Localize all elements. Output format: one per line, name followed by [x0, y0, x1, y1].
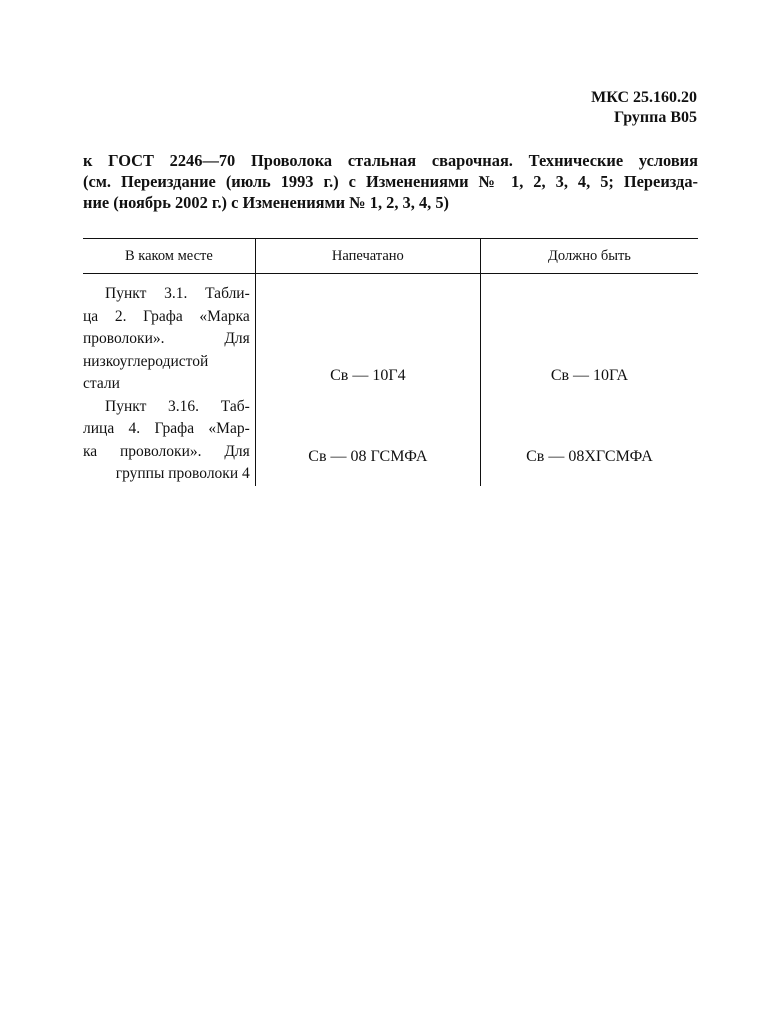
place-line: ка проволоки». Для — [83, 442, 250, 460]
column-header-printed: Напечатано — [255, 239, 480, 274]
mks-code: МКС 25.160.20 — [591, 89, 697, 106]
place-text — [83, 283, 250, 486]
table-header-row — [83, 239, 698, 274]
place-line: низкоуглеродистой — [83, 352, 209, 370]
amendment-title-line: (см. Переиздание (июль 1993 г.) с Изменениями № 1, 2, 3, 4, 5; Переизда- — [83, 172, 698, 191]
should-be-cell — [480, 274, 698, 486]
column-header-place: В каком месте — [83, 239, 255, 274]
place-line: группы проволоки 4 — [115, 465, 250, 482]
place-line: проволоки». Для — [83, 330, 250, 347]
amendment-title-line: ние (ноябрь 2002 г.) с Изменениями № 1, 2, 3, 4, 5) — [83, 193, 449, 212]
printed-value: Св — 10Г4 — [330, 367, 406, 384]
column-header-should-be: Должно быть — [480, 239, 698, 274]
group-code: Группа В05 — [614, 109, 697, 126]
place-cell — [83, 274, 255, 486]
errata-table — [83, 238, 698, 486]
place-line: ца 2. Графа «Марка — [83, 307, 250, 325]
should-be-value: Св — 10ГА — [550, 367, 629, 384]
printed-value: Св — 08 ГСМФА — [308, 448, 428, 465]
place-line: Пункт 3.1. Табли- — [105, 285, 250, 302]
printed-cell — [255, 274, 480, 486]
document-codes — [591, 88, 697, 128]
place-line: лица 4. Графа «Мар- — [83, 420, 250, 437]
amendment-title — [83, 150, 698, 213]
table-row — [83, 274, 698, 486]
should-be-value: Св — 08ХГСМФА — [526, 448, 653, 465]
amendment-title-line: к ГОСТ 2246—70 Проволока стальная сварочная. Технические условия — [83, 151, 698, 170]
place-line: Пункт 3.16. Таб- — [105, 397, 250, 415]
place-line: стали — [83, 375, 120, 392]
